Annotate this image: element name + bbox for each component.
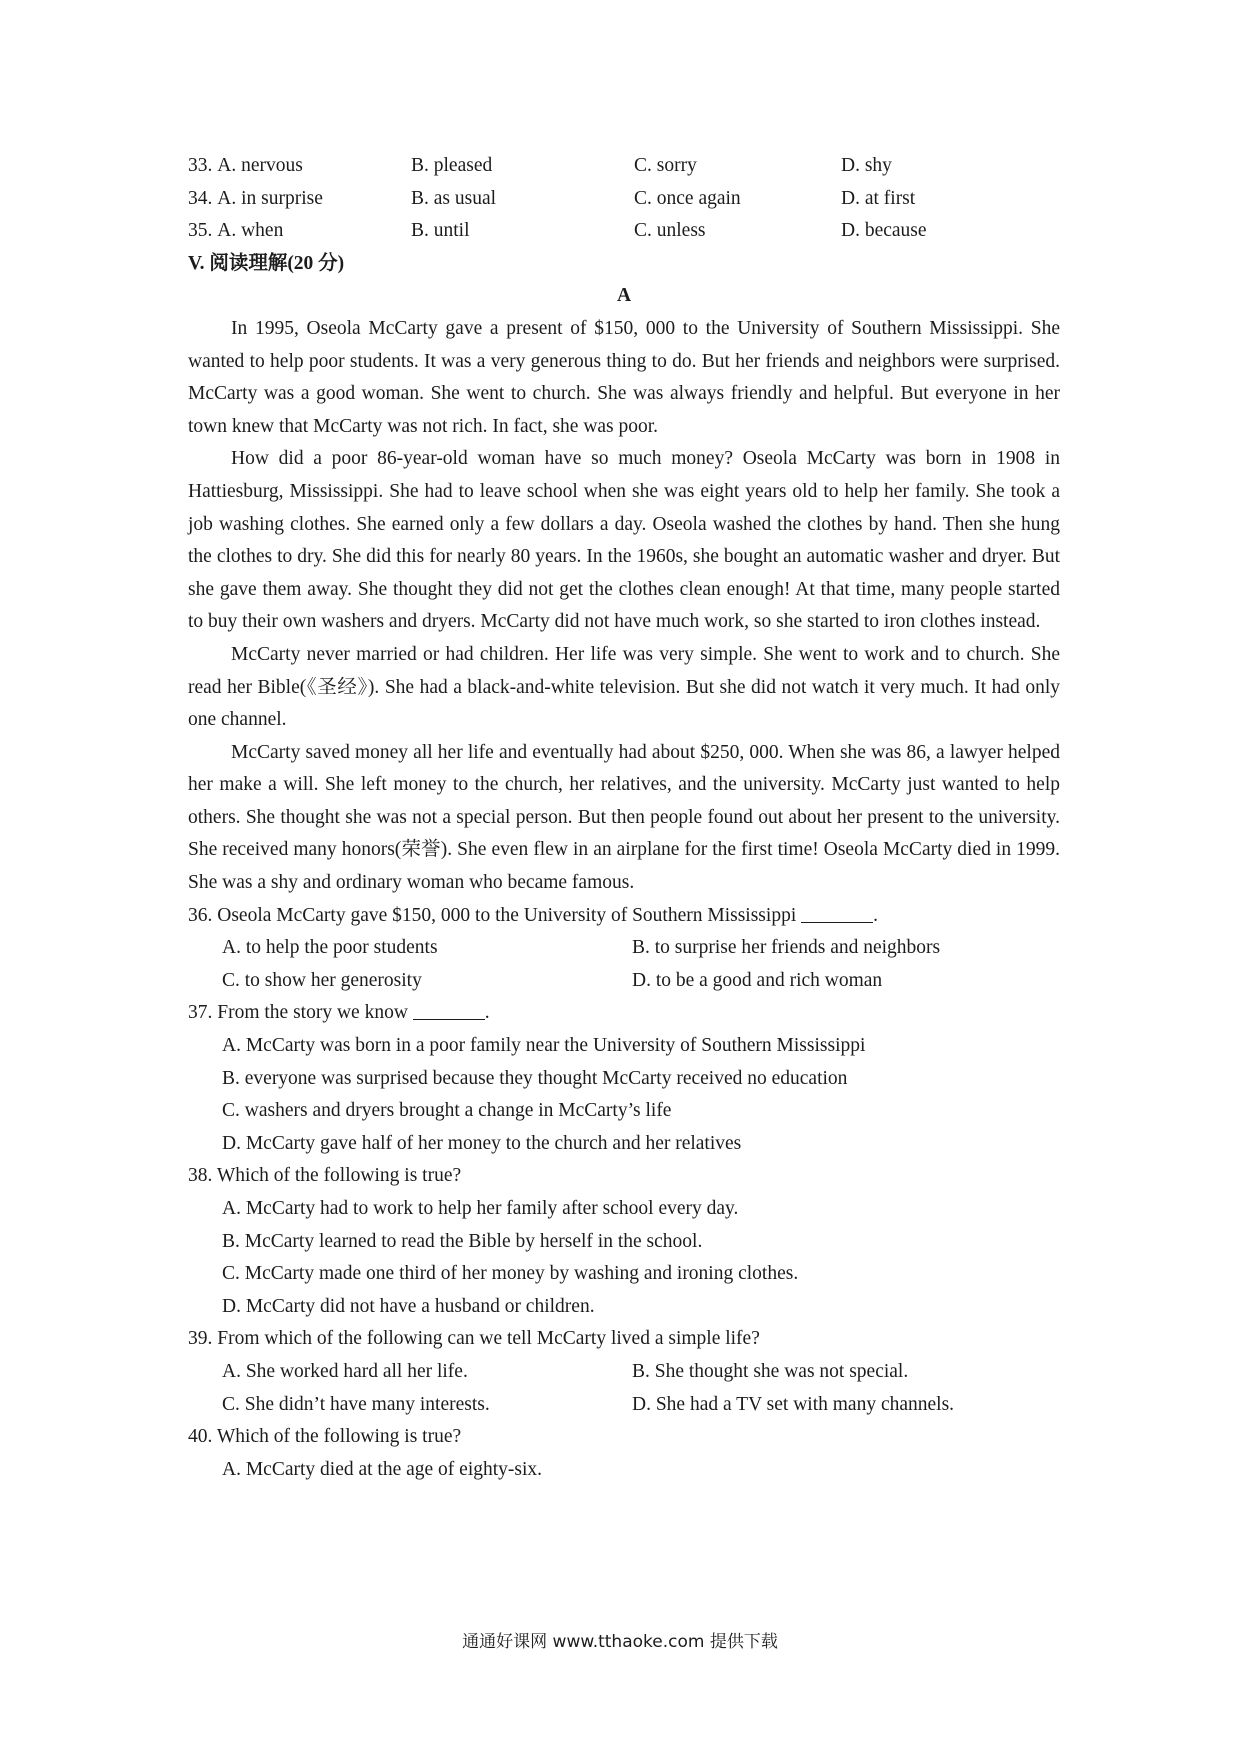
option-d: D. shy: [841, 155, 892, 176]
option-a: A. McCarty had to work to help her family after school every day.: [222, 1198, 739, 1219]
cloze-item-33: [188, 150, 1060, 183]
passage-label: A: [616, 285, 632, 307]
option-d: D. She had a TV set with many channels.: [632, 1393, 955, 1415]
option-b: B. until: [411, 220, 470, 242]
section-title: V. 阅读理解(20 分): [188, 252, 345, 274]
option-a: A. She worked hard all her life.: [222, 1360, 468, 1382]
option-c: C. washers and dryers brought a change in McCarty’s life: [222, 1100, 672, 1122]
option-c: C. unless: [634, 220, 706, 242]
option-c: C. to show her generosity: [222, 969, 422, 991]
question-40: 40. Which of the following is true?: [188, 1426, 462, 1448]
option-b: B. McCarty learned to read the Bible by herself in the school.: [222, 1230, 703, 1252]
option-b: B. She thought she was not special.: [632, 1360, 909, 1382]
question-37: 37. From the story we know .: [188, 997, 1060, 1030]
option-b: B. to surprise her friends and neighbors: [632, 937, 941, 959]
passage-paragraph-3: McCarty never married or had children. Her life was very simple. She went to work and to church. She read her Bible(《圣经》). She had a black-and-white television. But she did not watch it very much. It had only one channel.: [188, 643, 1060, 731]
option-b: B. everyone was surprised because they thought McCarty received no education: [222, 1067, 848, 1089]
passage-paragraph-2: How did a poor 86-year-old woman have so much money? Oseola McCarty was born in 1908 in Hattiesburg, Mississippi. She had to leave school when she was eight years old to help her family. She took a job washing clothes. She earned only a few dollars a day. Oseola washed the clothes by hand. Then she hung the clothes to dry. She did this for nearly 80 years. In the 1960s, she bought an automatic washer and dryer. But she gave them away. She thought they did not get the clothes clean enough! At that time, many people started to buy their own washers and dryers. McCarty did not have much work, so she started to iron clothes instead.: [188, 448, 1060, 633]
answer-blank: [801, 902, 873, 923]
option-d: D. McCarty gave half of her money to the church and her relatives: [222, 1132, 742, 1154]
exam-page: [188, 150, 1060, 1486]
option-b: B. as usual: [411, 187, 497, 209]
option-a: A. McCarty died at the age of eighty-six.: [222, 1458, 543, 1480]
cloze-item-34: [188, 183, 1060, 216]
option-c: C. sorry: [634, 155, 697, 176]
option-a: A. to help the poor students: [222, 937, 438, 959]
question-stem: 37. From the story we know: [188, 1002, 408, 1024]
footer-credit: 通通好课网 www.tthaoke.com 提供下载: [462, 1632, 778, 1652]
option-a: 33. A. nervous: [188, 155, 303, 176]
option-c: C. She didn’t have many interests.: [222, 1393, 490, 1415]
option-c: C. once again: [634, 187, 741, 209]
passage-paragraph-1: In 1995, Oseola McCarty gave a present of $150, 000 to the University of Southern Mississippi. She wanted to help poor students. It was a very generous thing to do. But her friends and neighbors were surprised. McCarty was a good woman. She went to church. She was always friendly and helpful. But everyone in her town knew that McCarty was not rich. In fact, she was poor.: [188, 317, 1060, 437]
option-a: 35. A. when: [188, 220, 284, 242]
question-39-options-row-2: [188, 1389, 1060, 1422]
option-d: D. McCarty did not have a husband or children.: [222, 1295, 595, 1317]
answer-blank: [413, 999, 485, 1020]
option-c: C. McCarty made one third of her money by washing and ironing clothes.: [222, 1263, 799, 1285]
option-b: B. pleased: [411, 155, 493, 176]
option-d: D. because: [841, 220, 927, 242]
option-d: D. at first: [841, 187, 916, 209]
question-38: 38. Which of the following is true?: [188, 1165, 462, 1187]
question-36-options-row-1: [188, 932, 1060, 965]
passage-paragraph-4: McCarty saved money all her life and eventually had about $250, 000. When she was 86, a lawyer helped her make a will. She left money to the church, her relatives, and the university. McCarty just wanted to help others. She thought she was not a special person. But then people found out about her present to the university. She received many honors(荣誉). She even flew in an airplane for the first time! Oseola McCarty died in 1999. She was a shy and ordinary woman who became famous.: [188, 741, 1060, 894]
option-a: A. McCarty was born in a poor family near the University of Southern Mississippi: [222, 1035, 866, 1057]
question-36: 36. Oseola McCarty gave $150, 000 to the University of Southern Mississippi .: [188, 900, 1060, 933]
option-d: D. to be a good and rich woman: [632, 969, 883, 991]
question-stem: 36. Oseola McCarty gave $150, 000 to the University of Southern Mississippi: [188, 904, 797, 926]
cloze-item-35: [188, 215, 1060, 248]
option-a: 34. A. in surprise: [188, 187, 323, 209]
question-36-options-row-2: [188, 965, 1060, 998]
question-39: 39. From which of the following can we tell McCarty lived a simple life?: [188, 1328, 760, 1350]
question-39-options-row-1: [188, 1356, 1060, 1389]
